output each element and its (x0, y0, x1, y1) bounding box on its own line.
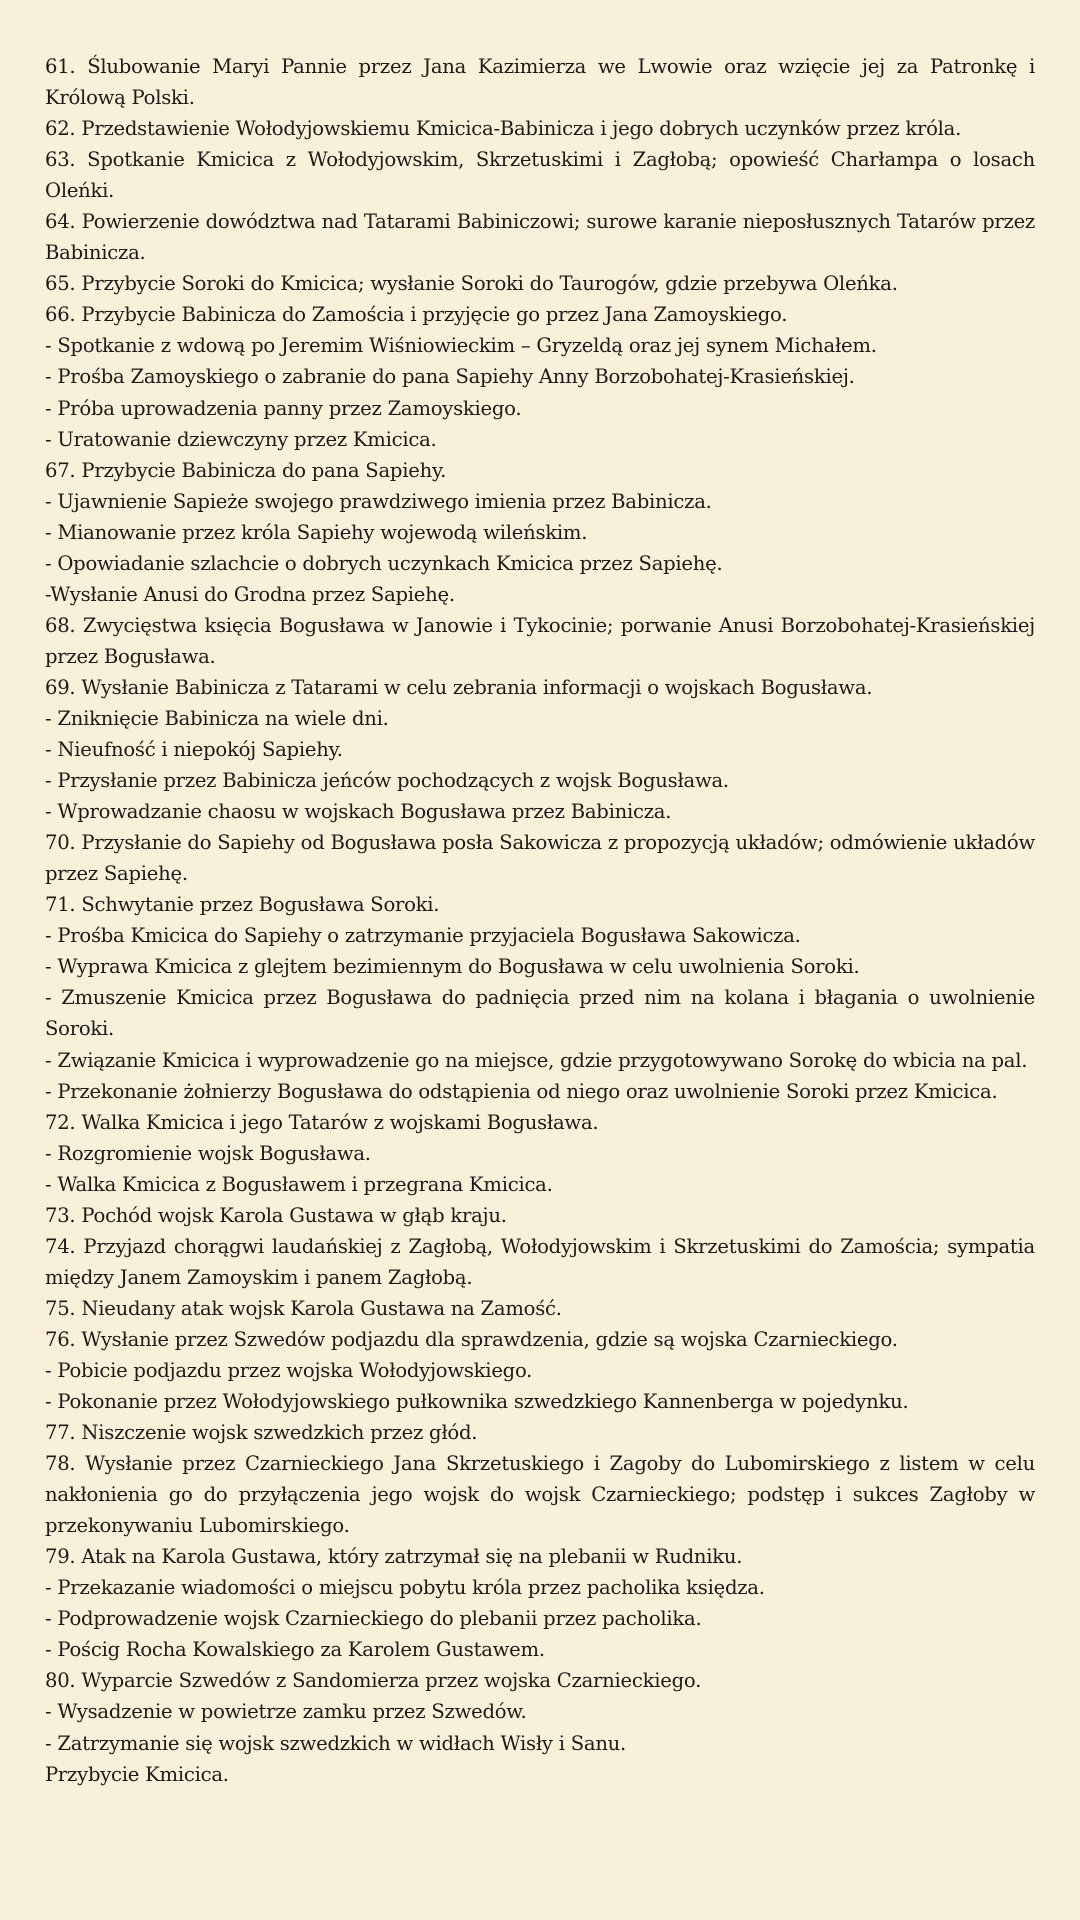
paragraph: 80. Wyparcie Szwedów z Sandomierza przez wojska Czarnieckiego. (45, 1669, 702, 1693)
paragraph: 78. Wysłanie przez Czarnieckiego Jana Skrzetuskiego i Zagoby do Lubomirskiego z listem w celu nakłonienia go do przyłączenia jego wojsk do wojsk Czarnieckiego; podstęp i sukces Zagłoby w przekonywaniu Lubomirskiego. (45, 1452, 1035, 1538)
paragraph: - Mianowanie przez króla Sapiehy wojewodą wileńskim. (45, 520, 588, 544)
document-body (45, 51, 1035, 1790)
paragraph: - Walka Kmicica z Bogusławem i przegrana Kmicica. (45, 1172, 553, 1196)
paragraph: - Zmuszenie Kmicica przez Bogusława do padnięcia przed nim na kolana i błagania o uwolnienie Soroki. (45, 986, 1035, 1041)
paragraph: -Wysłanie Anusi do Grodna przez Sapiehę. (45, 582, 455, 606)
paragraph: 63. Spotkanie Kmicica z Wołodyjowskim, Skrzetuskimi i Zagłobą; opowieść Charłampa o losach Oleńki. (45, 148, 1035, 203)
paragraph: - Próba uprowadzenia panny przez Zamoyskiego. (45, 396, 522, 420)
paragraph: 68. Zwycięstwa księcia Bogusława w Janowie i Tykocinie; porwanie Anusi Borzobohatej-Krasieńskiej przez Bogusława. (45, 613, 1035, 668)
paragraph: - Przekonanie żołnierzy Bogusława do odstąpienia od niego oraz uwolnienie Soroki przez Kmicica. (45, 1079, 998, 1103)
paragraph: - Prośba Kmicica do Sapiehy o zatrzymanie przyjaciela Bogusława Sakowicza. (45, 924, 801, 948)
paragraph: - Rozgromienie wojsk Bogusława. (45, 1141, 371, 1165)
paragraph: - Przekazanie wiadomości o miejscu pobytu króla przez pacholika księdza. (45, 1576, 765, 1600)
paragraph: 73. Pochód wojsk Karola Gustawa w głąb kraju. (45, 1203, 507, 1227)
paragraph: 71. Schwytanie przez Bogusława Soroki. (45, 893, 440, 917)
paragraph: - Wyprawa Kmicica z glejtem bezimiennym do Bogusława w celu uwolnienia Soroki. (45, 955, 860, 979)
paragraph: - Prośba Zamoyskiego o zabranie do pana Sapiehy Anny Borzobohatej-Krasieńskiej. (45, 365, 855, 389)
paragraph: 79. Atak na Karola Gustawa, który zatrzymał się na plebanii w Rudniku. (45, 1545, 743, 1569)
paragraph: - Pobicie podjazdu przez wojska Wołodyjowskiego. (45, 1358, 533, 1382)
paragraph: - Wprowadzanie chaosu w wojskach Bogusława przez Babinicza. (45, 800, 672, 824)
paragraph: - Uratowanie dziewczyny przez Kmicica. (45, 427, 437, 451)
paragraph: 70. Przysłanie do Sapiehy od Bogusława posła Sakowicza z propozycją układów; odmówienie układów przez Sapiehę. (45, 831, 1035, 886)
paragraph: - Ujawnienie Sapieże swojego prawdziwego imienia przez Babinicza. (45, 489, 712, 513)
paragraph: 62. Przedstawienie Wołodyjowskiemu Kmicica-Babinicza i jego dobrych uczynków przez króla. (45, 117, 962, 141)
paragraph: 66. Przybycie Babinicza do Zamościa i przyjęcie go przez Jana Zamoyskiego. (45, 303, 788, 327)
paragraph: 72. Walka Kmicica i jego Tatarów z wojskami Bogusława. (45, 1110, 599, 1134)
paragraph: 75. Nieudany atak wojsk Karola Gustawa na Zamość. (45, 1296, 562, 1320)
paragraph: - Zniknięcie Babinicza na wiele dni. (45, 706, 389, 730)
paragraph: - Spotkanie z wdową po Jeremim Wiśniowieckim – Gryzeldą oraz jej synem Michałem. (45, 334, 877, 358)
paragraph: 77. Niszczenie wojsk szwedzkich przez głód. (45, 1421, 478, 1445)
paragraph: - Pokonanie przez Wołodyjowskiego pułkownika szwedzkiego Kannenberga w pojedynku. (45, 1390, 909, 1414)
paragraph: 69. Wysłanie Babinicza z Tatarami w celu zebrania informacji o wojskach Bogusława. (45, 675, 873, 699)
paragraph: 74. Przyjazd chorągwi laudańskiej z Zagłobą, Wołodyjowskim i Skrzetuskimi do Zamościa; sympatia między Janem Zamoyskim i panem Zagłobą. (45, 1234, 1035, 1289)
paragraph: - Nieufność i niepokój Sapiehy. (45, 738, 343, 762)
paragraph: 76. Wysłanie przez Szwedów podjazdu dla sprawdzenia, gdzie są wojska Czarnieckiego. (45, 1327, 898, 1351)
paragraph: - Zatrzymanie się wojsk szwedzkich w widłach Wisły i Sanu. (45, 1731, 627, 1755)
paragraph: Przybycie Kmicica. (45, 1762, 229, 1786)
paragraph: - Podprowadzenie wojsk Czarnieckiego do plebanii przez pacholika. (45, 1607, 702, 1631)
paragraph: - Przysłanie przez Babinicza jeńców pochodzących z wojsk Bogusława. (45, 769, 729, 793)
paragraph: 67. Przybycie Babinicza do pana Sapiehy. (45, 458, 447, 482)
paragraph: 64. Powierzenie dowództwa nad Tatarami Babiniczowi; surowe karanie nieposłusznych Tatarów przez Babinicza. (45, 210, 1035, 265)
paragraph: 65. Przybycie Soroki do Kmicica; wysłanie Soroki do Taurogów, gdzie przebywa Oleńka. (45, 272, 898, 296)
paragraph: - Pościg Rocha Kowalskiego za Karolem Gustawem. (45, 1638, 545, 1662)
paragraph: - Opowiadanie szlachcie o dobrych uczynkach Kmicica przez Sapiehę. (45, 551, 723, 575)
paragraph: - Związanie Kmicica i wyprowadzenie go na miejsce, gdzie przygotowywano Sorokę do wbicia na pal. (45, 1048, 1028, 1072)
paragraph: - Wysadzenie w powietrze zamku przez Szwedów. (45, 1700, 527, 1724)
paragraph: 61. Ślubowanie Maryi Pannie przez Jana Kazimierza we Lwowie oraz wzięcie jej za Patronkę i Królową Polski. (45, 55, 1035, 110)
